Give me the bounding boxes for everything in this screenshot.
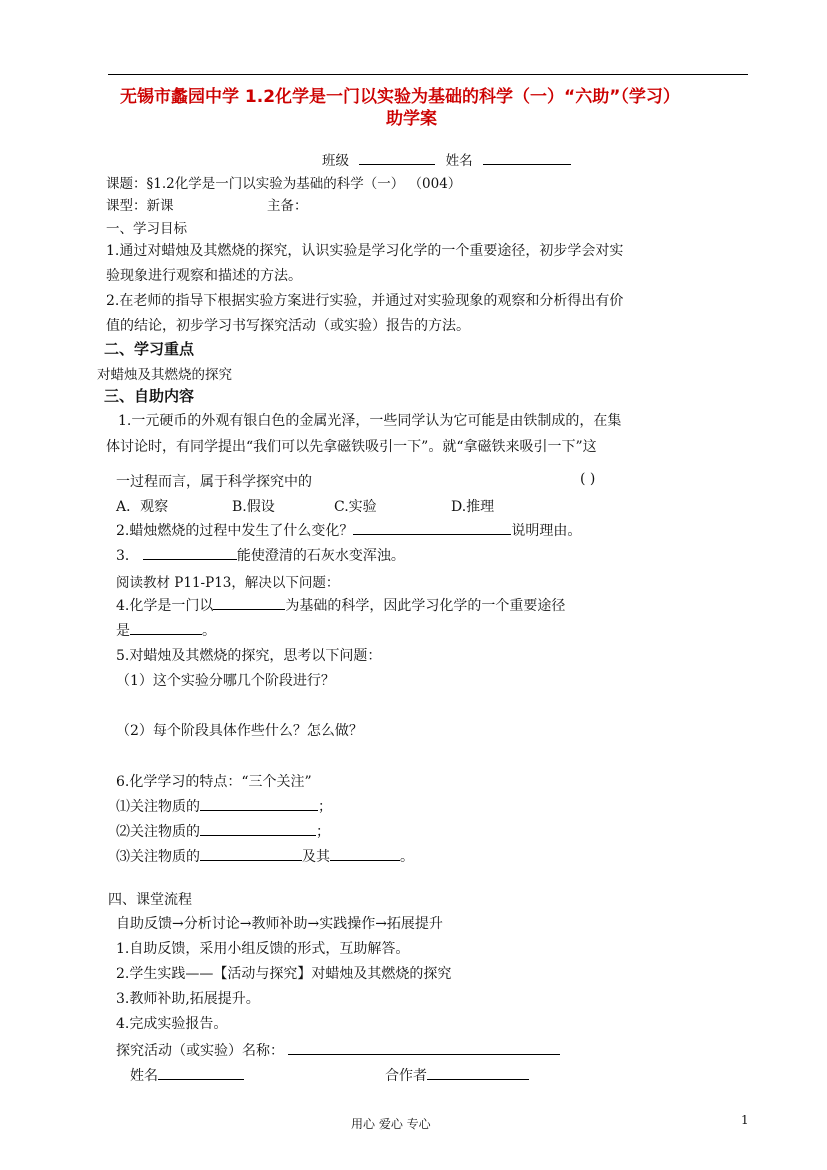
student-name-blank[interactable] [158,1065,244,1080]
q6-3-post: 。 [400,849,414,865]
q6-3-mid: 及其 [302,849,330,865]
q5-2-text: （2）每个阶段具体作些什么？怎么做？ [116,723,363,739]
document-title-line2: 助学案 [386,109,437,129]
option-b: B.假设 [232,499,275,515]
q6-2-label: ⑵关注物质的 [116,824,200,840]
lesson-preparer: 主备： [267,198,308,214]
student-name-row [130,1065,244,1085]
q2-row [116,520,581,540]
q4-blank1[interactable] [213,595,285,610]
partner-row [385,1065,529,1085]
name-label: 姓名 [445,153,473,169]
q6-1-row [116,796,332,816]
q6-text: 6.化学学习的特点：“三个关注” [116,774,312,790]
flow-step2: 2.学生实践——【活动与探究】对蜡烛及其燃烧的探究 [116,966,452,982]
section2-heading: 二、学习重点 [104,340,195,358]
q4-line2-post: 。 [202,623,216,639]
q2-post: 说明理由。 [511,523,582,539]
partner-blank[interactable] [427,1065,529,1080]
flow-step1: 1.自助反馈，采用小组反馈的形式，互助解答。 [116,941,410,957]
flow-step3: 3.教师补助,拓展提升。 [116,991,260,1007]
q6-2-blank[interactable] [200,821,316,836]
header-rule [108,74,748,75]
goal2-line1: 2.在老师的指导下根据实验方案进行实验，并通过对实验现象的观察和分析得出有价 [106,293,624,309]
q2-text: 2.蜡烛燃烧的过程中发生了什么变化？ [116,523,354,539]
q6-2-post: ； [316,824,330,840]
q6-3-label: ⑶关注物质的 [116,849,200,865]
page-number: 1 [741,1113,749,1127]
lesson-type: 课型：新课 [106,198,174,214]
option-a: A．观察 [116,499,169,515]
section2-content: 对蜡烛及其燃烧的探究 [97,367,232,383]
section1-heading: 一、学习目标 [106,221,187,237]
name-blank[interactable] [483,150,571,165]
q4-post: 为基础的科学，因此学习化学的一个重要途径 [285,598,566,614]
goal1-line1: 1.通过对蜡烛及其燃烧的探究，认识实验是学习化学的一个重要途径，初步学会对实 [106,243,624,259]
q3-blank[interactable] [143,545,237,560]
section4-heading: 四、课堂流程 [108,892,192,908]
option-d: D.推理 [451,499,495,515]
section3-heading: 三、自助内容 [104,387,195,405]
lesson-topic: 课题：§1.2化学是一门以实验为基础的科学（一） （004） [106,176,462,192]
q6-3-blank2[interactable] [330,846,400,861]
class-flow: 自助反馈→分析讨论→教师补助→实践操作→拓展提升 [116,916,443,932]
q2-blank[interactable] [353,520,511,535]
q6-1-blank[interactable] [200,796,318,811]
q5-1-text: （1）这个实验分哪几个阶段进行？ [116,673,335,689]
q1-answer-paren[interactable]: ( ) [580,471,596,487]
q4-line2 [116,620,216,640]
q3-row [116,545,405,565]
q6-2-row [116,821,330,841]
option-c: C.实验 [334,499,377,515]
goal1-line2: 验现象进行观察和描述的方法。 [106,268,302,284]
class-label: 班级 [322,153,349,169]
q6-1-post: ； [318,799,332,815]
q1-line3: 一过程而言，属于科学探究中的 [116,474,312,490]
q4-blank2[interactable] [130,620,202,635]
activity-name-row [116,1040,560,1060]
class-name-row [322,149,571,169]
goal2-line2: 值的结论，初步学习书写探究活动（或实验）报告的方法。 [106,318,470,334]
activity-name-blank[interactable] [288,1040,560,1055]
q1-line1: 1.一元硬币的外观有银白色的金属光泽，一些同学认为它可能是由铁制成的，在集 [118,413,622,429]
flow-step4: 4.完成实验报告。 [116,1016,228,1032]
q4-line2-pre: 是 [116,623,130,639]
q6-1-label: ⑴关注物质的 [116,799,200,815]
q4-text: 4.化学是一门以 [116,598,214,614]
q5-text: 5.对蜡烛及其燃烧的探究，思考以下问题： [116,648,382,664]
q6-3-row [116,846,414,866]
q1-line2: 体讨论时，有同学提出“我们可以先拿磁铁吸引一下”。就“拿磁铁来吸引一下”这 [106,439,597,455]
q4-row [116,595,565,615]
q3-post: 能使澄清的石灰水变浑浊。 [236,548,405,564]
q3-number: 3． [116,548,139,564]
q6-3-blank1[interactable] [200,846,302,861]
activity-label: 探究活动（或实验）名称： [116,1043,284,1059]
class-blank[interactable] [359,150,435,165]
reading-instruction: 阅读教材 P11-P13，解决以下问题： [116,575,340,591]
footer-motto: 用心 爱心 专心 [351,1117,431,1131]
partner-label: 合作者 [385,1068,427,1084]
student-name-label: 姓名 [130,1068,158,1084]
document-title-line1: 无锡市蠡园中学 1.2化学是一门以实验为基础的科学（一）“六助”（学习） [120,87,680,107]
